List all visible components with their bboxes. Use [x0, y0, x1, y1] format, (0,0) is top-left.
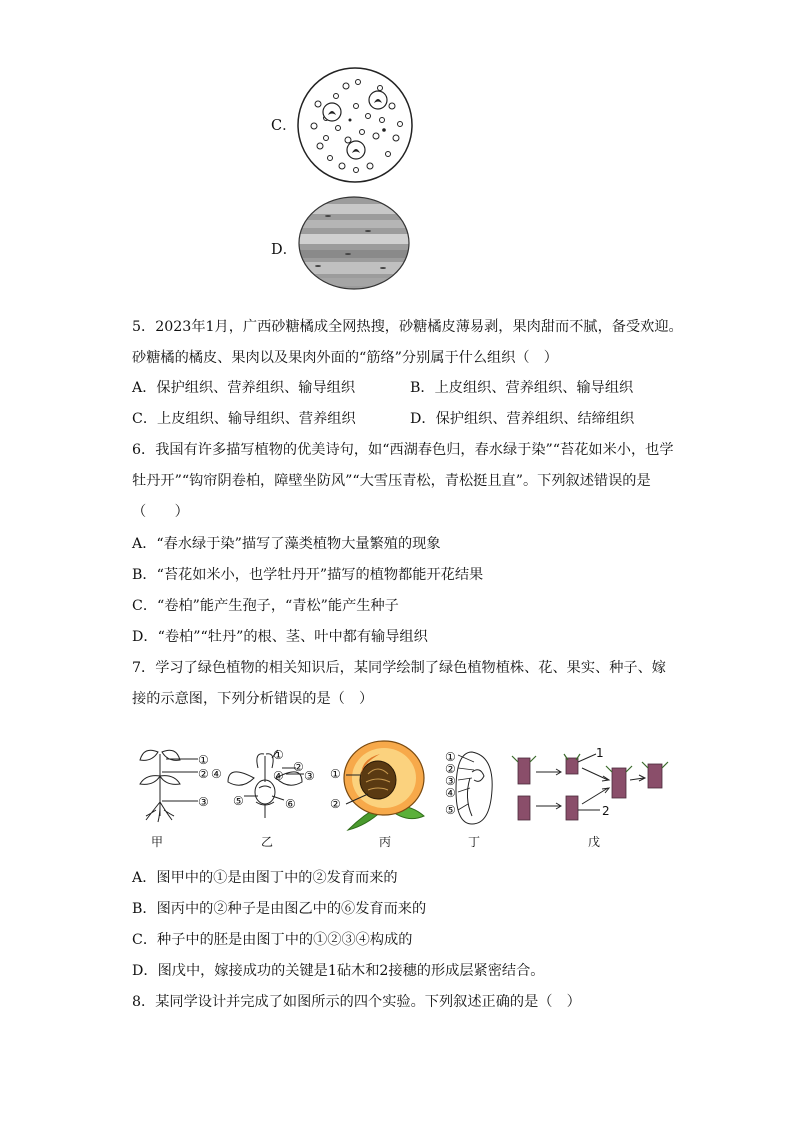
q6-option-d: D．“卷柏”“牡丹”的根、茎、叶中都有输导组织	[132, 629, 428, 645]
jia-label-2: ②	[198, 767, 209, 781]
ding-label-4: ④	[445, 786, 456, 800]
yi-label-3: ③	[304, 769, 315, 783]
caption-wu: 戊	[588, 835, 601, 849]
blood-cell-micrograph	[296, 66, 414, 184]
q8-stem-line1: 8．某同学设计并完成了如图所示的四个实验。下列叙述正确的是（ ）	[132, 994, 581, 1010]
q5-stem-line2: 砂糖橘的橘皮、果肉以及果肉外面的“筋络”分别属于什么组织（ ）	[132, 350, 558, 366]
ding-label-5: ⑤	[445, 803, 456, 817]
q5-option-c: C．上皮组织、输导组织、营养组织	[132, 411, 356, 427]
ding-label-3: ③	[445, 774, 456, 788]
q6-stem-line3: （ ）	[132, 504, 189, 520]
yi-label-1: ①	[273, 748, 284, 762]
caption-ding: 丁	[468, 835, 481, 849]
caption-jia: 甲	[151, 835, 164, 849]
q7-option-b: B．图丙中的②种子是由图乙中的⑥发育而来的	[132, 901, 427, 917]
yi-label-4: ④	[273, 769, 284, 783]
jia-label-1: ①	[198, 753, 209, 767]
ding-label-2: ②	[445, 762, 456, 776]
figure-yi-flower	[224, 748, 320, 820]
q7-option-d: D．图戊中，嫁接成功的关键是1砧木和2接穗的形成层紧密结合。	[132, 963, 545, 979]
q5-option-b: B．上皮组织、营养组织、输导组织	[410, 380, 634, 396]
q7-option-c: C．种子中的胚是由图丁中的①②③④构成的	[132, 932, 413, 948]
q6-stem-line1: 6．我国有许多描写植物的优美诗句，如“西湖春色归，春水绿于染”“苔花如米小，也学	[132, 442, 674, 458]
q7-stem-line2: 接的示意图，下列分析错误的是（ ）	[132, 691, 374, 707]
q5-option-d: D．保护组织、营养组织、结缔组织	[410, 411, 635, 427]
q6-option-c: C．“卷柏”能产生孢子，“青松”能产生种子	[132, 598, 399, 614]
figure-wu-grafting	[508, 748, 678, 826]
figure-bing-peach	[328, 736, 434, 832]
yi-label-5: ⑤	[233, 794, 244, 808]
jia-label-4: ④	[211, 767, 222, 781]
yi-label-2: ②	[293, 760, 304, 774]
option-c-label: C．	[271, 118, 297, 134]
bing-label-1: ①	[330, 767, 341, 781]
ding-label-1: ①	[445, 750, 456, 764]
jia-label-3: ③	[198, 795, 209, 809]
q6-option-a: A．“春水绿于染”描写了藻类植物大量繁殖的现象	[132, 536, 441, 552]
q5-option-a: A．保护组织、营养组织、输导组织	[132, 380, 356, 396]
q7-stem-line1: 7．学习了绿色植物的相关知识后，某同学绘制了绿色植物植株、花、果实、种子、嫁	[132, 660, 666, 676]
q5-stem-line1: 5．2023年1月，广西砂糖橘成全网热搜，砂糖橘皮薄易剥，果肉甜而不腻，备受欢迎。	[132, 319, 683, 335]
bing-label-2: ②	[330, 797, 341, 811]
caption-bing: 丙	[379, 835, 392, 849]
caption-yi: 乙	[261, 835, 274, 849]
yi-label-6: ⑥	[285, 797, 296, 811]
wu-label-2: 2	[602, 804, 610, 818]
q6-stem-line2: 牡丹开”“钩帘阴卷柏，障壁坐防风”“大雪压青松，青松挺且直”。下列叙述错误的是	[132, 473, 651, 489]
option-d-label: D．	[271, 242, 298, 258]
q7-option-a: A．图甲中的①是由图丁中的②发育而来的	[132, 870, 398, 886]
tissue-micrograph	[298, 196, 410, 290]
wu-label-1: 1	[596, 746, 604, 760]
q6-option-b: B．“苔花如米小，也学牡丹开”描写的植物都能开花结果	[132, 567, 484, 583]
